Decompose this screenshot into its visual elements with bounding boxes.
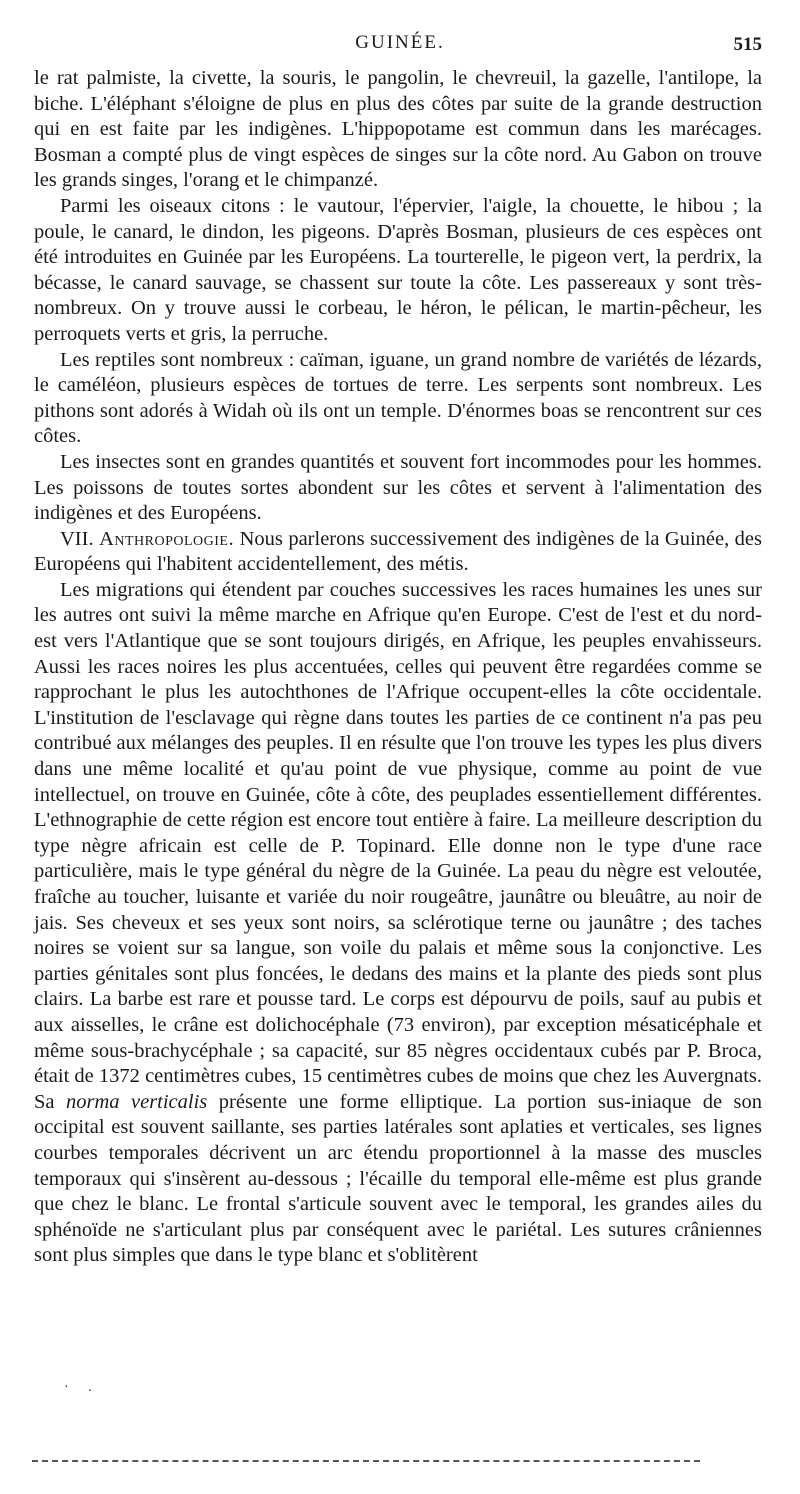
section-heading: Anthropologie.	[99, 527, 235, 550]
paragraph-fauna-mammals: le rat palmiste, la civette, la souris, le pangolin, le chevreuil, la gazelle, l'antilope, la biche. L'éléphant s'éloigne de plus en plus des côtes par suite de la grande destruction qui en est faite par les indigènes. L'hippopotame est commun dans les marécages. Bosman a compté plus de vingt espèces de singes sur la côte nord. Au Gabon on trouve les grands singes, l'orang et le chimpanzé.	[34, 67, 762, 192]
paragraph-migrations-text-b: présente une forme elliptique. La portion sus-iniaque de son occipital est souvent saillante, ses parties latérales sont aplaties et verticales, ses lignes courbes temporales décrivent un arc étendu proportionnel à la masse des muscles temporaux qui s'insèrent au-dessous ; l'écaille du temporal elle-même est plus grande que chez le blanc. Le frontal s'articule souvent avec le temporal, les grandes ailes du sphénoïde ne s'articulant plus par conséquent avec le pariétal. Les sutures crâniennes sont plus simples que dans le type blanc et s'oblitèrent	[34, 1090, 763, 1267]
paragraph-insects-fish: Les insectes sont en grandes quantités et souvent fort incommodes pour les hommes. Les poissons de toutes sortes abondent sur les côtes et servent à l'alimentation des indigènes et des Européens.	[34, 450, 762, 525]
paragraph-migrations	[34, 578, 762, 1269]
paragraph-reptiles: Les reptiles sont nombreux : caïman, iguane, un grand nombre de variétés de lézards, le caméléon, plusieurs espèces de tortues de terre. Les serpents sont nombreux. Les pithons sont adorés à Widah où ils ont un temple. D'énormes boas se rencontrent sur ces côtes.	[34, 348, 762, 448]
latin-term: norma verticalis	[65, 1090, 208, 1113]
section-number: VII.	[60, 527, 94, 550]
running-title: GUINÉE.	[355, 32, 445, 53]
paragraph-birds: Parmi les oiseaux citons : le vautour, l'épervier, l'aigle, la chouette, le hibou ; la poule, le canard, le dindon, les pigeons. D'après Bosman, plusieurs de ces espèces ont été introduites en Guinée par les Européens. La tourterelle, le pigeon vert, la perdrix, la bécasse, le canard sauvage, se chassent sur toute la côte. Les passereaux y sont très-nombreux. On y trouve aussi le corbeau, le héron, le pélican, le martin-pêcheur, les perroquets verts et gris, la perruche.	[34, 194, 762, 345]
body-text	[34, 66, 762, 1269]
stray-marks: · .	[64, 1380, 100, 1395]
page-number: 515	[733, 34, 762, 55]
page-header	[0, 26, 800, 62]
footer-rule	[32, 1460, 700, 1462]
paragraph-anthropology	[34, 527, 762, 578]
paragraph-migrations-text-a: Les migrations qui étendent par couches successives les races humaines les unes sur les autres ont suivi la même marche en Afrique qu'en Europe. C'est de l'est et du nord-est vers l'Atlantique que se sont toujours dirigés, en Afrique, les peuples envahisseurs. Aussi les races noires les plus accentuées, celles qui peuvent être regardées comme se rapprochant le plus les autochthones de l'Afrique occupent-elles la côte occidentale. L'institution de l'esclavage qui règne dans toutes les parties de ce continent n'a pas peu contribué aux mélanges des peuples. Il en résulte que l'on trouve les types les plus divers dans une même localité et qu'au point de vue physique, comme au point de vue intellectuel, on trouve en Guinée, côte à côte, des peuplades essentiellement différentes. L'ethnographie de cette région est encore tout entière à faire. La meilleure description du type nègre africain est celle de P. Topinard. Elle donne non le type d'une race particulière, mais le type général du nègre de la Guinée. La peau du nègre est veloutée, fraîche au toucher, luisante et variée du noir rougeâtre, jaunâtre ou bleuâtre, au noir de jais. Ses cheveux et ses yeux sont noirs, sa sclérotique terne ou jaunâtre ; des taches noires se voient sur sa langue, son voile du palais et même sous la conjonctive. Les parties génitales sont plus foncées, le dedans des mains et la plante des pieds sont plus clairs. La barbe est rare et pousse tard. Le corps est dépourvu de poils, sauf au pubis et aux aisselles, le crâne est dolichocéphale (73 environ), par exception mésaticéphale et même sous-brachycéphale ; sa capacité, sur 85 nègres occidentaux cubés par P. Broca, était de 1372 centimètres cubes, 15 centimètres cubes de moins que chez les Auvergnats. Sa	[34, 578, 762, 1113]
section-intro-text: Nous parlerons successivement des indigènes de la Guinée, des Européens qui l'habitent accidentellement, des métis.	[34, 527, 763, 576]
